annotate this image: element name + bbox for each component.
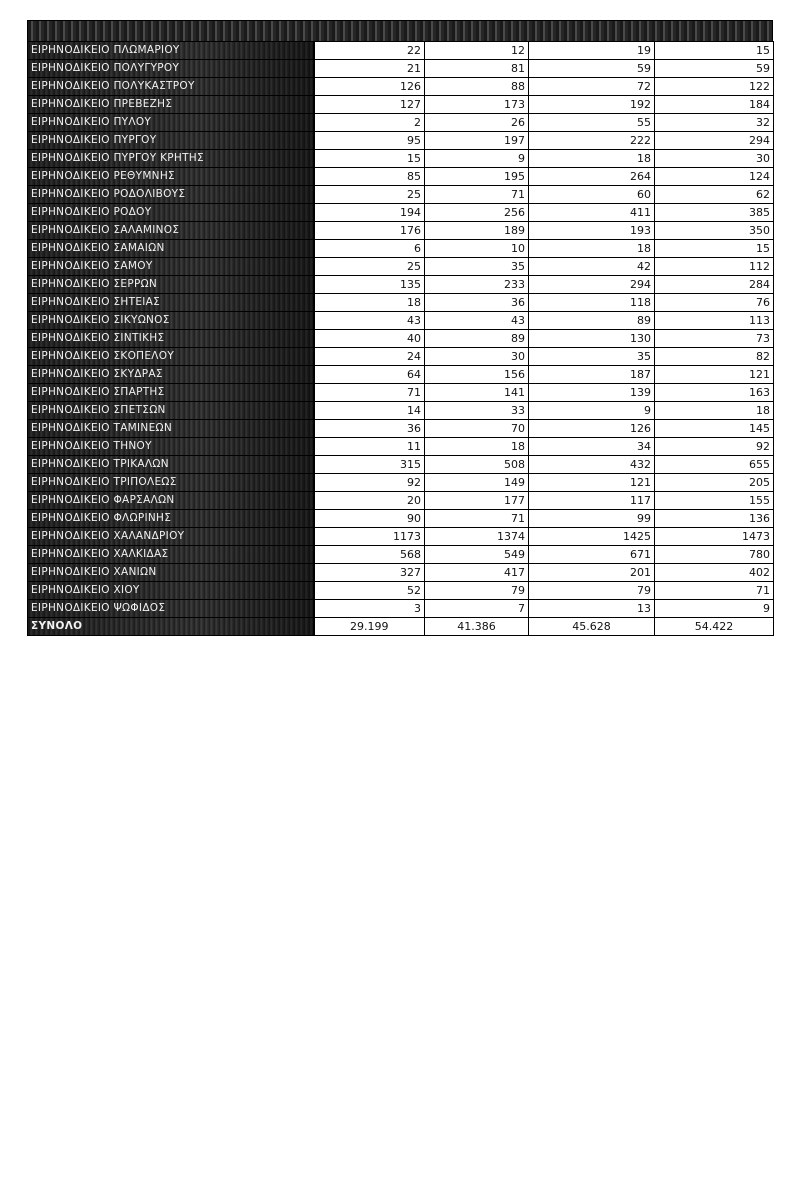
value-cell-1: 6	[314, 240, 425, 258]
value-cell-1: 21	[314, 60, 425, 78]
value-cell-1: 25	[314, 258, 425, 276]
table-row	[28, 564, 774, 582]
value-cell-1: 90	[314, 510, 425, 528]
value-cell-2: 549	[425, 546, 529, 564]
value-cell-2: 197	[425, 132, 529, 150]
value-cell-2: 9	[425, 150, 529, 168]
value-cell-2: 7	[425, 600, 529, 618]
table-row	[28, 78, 774, 96]
table-row	[28, 474, 774, 492]
value-cell-2: 508	[425, 456, 529, 474]
value-cell-4: 113	[655, 312, 774, 330]
court-name-cell: ΕΙΡΗΝΟΔΙΚΕΙΟ ΡΟΔΟΛΙΒΟΥΣ	[28, 186, 314, 204]
court-name-cell: ΕΙΡΗΝΟΔΙΚΕΙΟ ΣΑΛΑΜΙΝΟΣ	[28, 222, 314, 240]
value-cell-4: 122	[655, 78, 774, 96]
court-name-cell: ΕΙΡΗΝΟΔΙΚΕΙΟ ΣΠΕΤΣΩΝ	[28, 402, 314, 420]
value-cell-1: 43	[314, 312, 425, 330]
total-value-3: 45.628	[529, 618, 655, 636]
value-cell-1: 24	[314, 348, 425, 366]
table-row	[28, 132, 774, 150]
court-name-cell: ΕΙΡΗΝΟΔΙΚΕΙΟ ΦΛΩΡΙΝΗΣ	[28, 510, 314, 528]
table-row	[28, 276, 774, 294]
total-value-1: 29.199	[314, 618, 425, 636]
court-name-cell: ΕΙΡΗΝΟΔΙΚΕΙΟ ΤΡΙΠΟΛΕΩΣ	[28, 474, 314, 492]
value-cell-4: 350	[655, 222, 774, 240]
value-cell-2: 71	[425, 510, 529, 528]
value-cell-3: 72	[529, 78, 655, 96]
value-cell-3: 411	[529, 204, 655, 222]
value-cell-3: 264	[529, 168, 655, 186]
value-cell-4: 71	[655, 582, 774, 600]
value-cell-2: 195	[425, 168, 529, 186]
value-cell-1: 126	[314, 78, 425, 96]
value-cell-3: 139	[529, 384, 655, 402]
value-cell-2: 141	[425, 384, 529, 402]
value-cell-2: 88	[425, 78, 529, 96]
table-row	[28, 402, 774, 420]
value-cell-2: 10	[425, 240, 529, 258]
value-cell-4: 184	[655, 96, 774, 114]
court-name-cell: ΕΙΡΗΝΟΔΙΚΕΙΟ ΠΥΛΟΥ	[28, 114, 314, 132]
value-cell-2: 89	[425, 330, 529, 348]
value-cell-3: 34	[529, 438, 655, 456]
value-cell-1: 127	[314, 96, 425, 114]
value-cell-4: 124	[655, 168, 774, 186]
value-cell-2: 256	[425, 204, 529, 222]
court-name-cell: ΕΙΡΗΝΟΔΙΚΕΙΟ ΠΥΡΓΟΥ	[28, 132, 314, 150]
value-cell-4: 73	[655, 330, 774, 348]
value-cell-2: 30	[425, 348, 529, 366]
value-cell-4: 92	[655, 438, 774, 456]
table-row	[28, 42, 774, 60]
value-cell-3: 1425	[529, 528, 655, 546]
court-name-cell: ΕΙΡΗΝΟΔΙΚΕΙΟ ΧΑΛΑΝΔΡΙΟΥ	[28, 528, 314, 546]
value-cell-3: 193	[529, 222, 655, 240]
value-cell-3: 89	[529, 312, 655, 330]
value-cell-3: 130	[529, 330, 655, 348]
value-cell-3: 55	[529, 114, 655, 132]
value-cell-4: 112	[655, 258, 774, 276]
value-cell-1: 315	[314, 456, 425, 474]
value-cell-2: 173	[425, 96, 529, 114]
value-cell-4: 121	[655, 366, 774, 384]
value-cell-1: 40	[314, 330, 425, 348]
value-cell-1: 36	[314, 420, 425, 438]
value-cell-3: 99	[529, 510, 655, 528]
value-cell-2: 12	[425, 42, 529, 60]
value-cell-2: 189	[425, 222, 529, 240]
value-cell-4: 82	[655, 348, 774, 366]
court-name-cell: ΕΙΡΗΝΟΔΙΚΕΙΟ ΣΙΚΥΩΝΟΣ	[28, 312, 314, 330]
value-cell-1: 22	[314, 42, 425, 60]
table-row	[28, 294, 774, 312]
value-cell-1: 194	[314, 204, 425, 222]
value-cell-3: 60	[529, 186, 655, 204]
value-cell-3: 9	[529, 402, 655, 420]
court-name-cell: ΕΙΡΗΝΟΔΙΚΕΙΟ ΧΑΝΙΩΝ	[28, 564, 314, 582]
value-cell-4: 136	[655, 510, 774, 528]
value-cell-3: 432	[529, 456, 655, 474]
value-cell-2: 177	[425, 492, 529, 510]
value-cell-4: 655	[655, 456, 774, 474]
court-name-cell: ΕΙΡΗΝΟΔΙΚΕΙΟ ΣΑΜΑΙΩΝ	[28, 240, 314, 258]
total-row	[28, 618, 774, 636]
value-cell-3: 192	[529, 96, 655, 114]
value-cell-3: 187	[529, 366, 655, 384]
value-cell-4: 32	[655, 114, 774, 132]
value-cell-4: 30	[655, 150, 774, 168]
table-row	[28, 582, 774, 600]
value-cell-4: 145	[655, 420, 774, 438]
table-row	[28, 546, 774, 564]
value-cell-3: 671	[529, 546, 655, 564]
value-cell-4: 76	[655, 294, 774, 312]
court-name-cell: ΕΙΡΗΝΟΔΙΚΕΙΟ ΨΩΦΙΔΟΣ	[28, 600, 314, 618]
value-cell-2: 33	[425, 402, 529, 420]
scanned-table-sheet	[27, 20, 773, 636]
value-cell-1: 14	[314, 402, 425, 420]
value-cell-1: 176	[314, 222, 425, 240]
table-row	[28, 240, 774, 258]
value-cell-2: 417	[425, 564, 529, 582]
total-label-cell: ΣΥΝΟΛΟ	[28, 618, 314, 636]
value-cell-3: 222	[529, 132, 655, 150]
table-row	[28, 60, 774, 78]
value-cell-2: 149	[425, 474, 529, 492]
table-row	[28, 492, 774, 510]
value-cell-4: 284	[655, 276, 774, 294]
court-name-cell: ΕΙΡΗΝΟΔΙΚΕΙΟ ΡΟΔΟΥ	[28, 204, 314, 222]
table-row	[28, 456, 774, 474]
court-name-cell: ΕΙΡΗΝΟΔΙΚΕΙΟ ΠΡΕΒΕΖΗΣ	[28, 96, 314, 114]
value-cell-1: 64	[314, 366, 425, 384]
value-cell-1: 135	[314, 276, 425, 294]
value-cell-2: 71	[425, 186, 529, 204]
value-cell-3: 201	[529, 564, 655, 582]
table-row	[28, 438, 774, 456]
value-cell-1: 95	[314, 132, 425, 150]
value-cell-1: 25	[314, 186, 425, 204]
value-cell-3: 59	[529, 60, 655, 78]
value-cell-1: 3	[314, 600, 425, 618]
court-name-cell: ΕΙΡΗΝΟΔΙΚΕΙΟ ΣΕΡΡΩΝ	[28, 276, 314, 294]
court-name-cell: ΕΙΡΗΝΟΔΙΚΕΙΟ ΠΛΩΜΑΡΙΟΥ	[28, 42, 314, 60]
court-name-cell: ΕΙΡΗΝΟΔΙΚΕΙΟ ΣΠΑΡΤΗΣ	[28, 384, 314, 402]
table-row	[28, 510, 774, 528]
value-cell-3: 126	[529, 420, 655, 438]
value-cell-1: 15	[314, 150, 425, 168]
court-cases-table	[27, 41, 774, 636]
table-row	[28, 222, 774, 240]
table-row	[28, 420, 774, 438]
value-cell-2: 70	[425, 420, 529, 438]
value-cell-1: 327	[314, 564, 425, 582]
table-row	[28, 258, 774, 276]
value-cell-1: 92	[314, 474, 425, 492]
table-row	[28, 600, 774, 618]
table-row	[28, 330, 774, 348]
court-name-cell: ΕΙΡΗΝΟΔΙΚΕΙΟ ΣΙΝΤΙΚΗΣ	[28, 330, 314, 348]
value-cell-2: 1374	[425, 528, 529, 546]
court-name-cell: ΕΙΡΗΝΟΔΙΚΕΙΟ ΣΚΥΔΡΑΣ	[28, 366, 314, 384]
value-cell-2: 81	[425, 60, 529, 78]
value-cell-3: 42	[529, 258, 655, 276]
court-name-cell: ΕΙΡΗΝΟΔΙΚΕΙΟ ΦΑΡΣΑΛΩΝ	[28, 492, 314, 510]
value-cell-1: 85	[314, 168, 425, 186]
court-name-cell: ΕΙΡΗΝΟΔΙΚΕΙΟ ΧΑΛΚΙΔΑΣ	[28, 546, 314, 564]
court-name-cell: ΕΙΡΗΝΟΔΙΚΕΙΟ ΤΡΙΚΑΛΩΝ	[28, 456, 314, 474]
value-cell-3: 13	[529, 600, 655, 618]
court-name-cell: ΕΙΡΗΝΟΔΙΚΕΙΟ ΤΑΜΙΝΕΩΝ	[28, 420, 314, 438]
value-cell-4: 59	[655, 60, 774, 78]
table-row	[28, 312, 774, 330]
value-cell-4: 294	[655, 132, 774, 150]
value-cell-3: 19	[529, 42, 655, 60]
value-cell-2: 43	[425, 312, 529, 330]
value-cell-1: 11	[314, 438, 425, 456]
value-cell-2: 26	[425, 114, 529, 132]
court-name-cell: ΕΙΡΗΝΟΔΙΚΕΙΟ ΤΗΝΟΥ	[28, 438, 314, 456]
value-cell-2: 35	[425, 258, 529, 276]
value-cell-3: 18	[529, 240, 655, 258]
value-cell-1: 20	[314, 492, 425, 510]
table-row	[28, 204, 774, 222]
table-row	[28, 114, 774, 132]
value-cell-2: 233	[425, 276, 529, 294]
table-row	[28, 384, 774, 402]
total-value-2: 41.386	[425, 618, 529, 636]
value-cell-4: 385	[655, 204, 774, 222]
value-cell-3: 35	[529, 348, 655, 366]
value-cell-4: 205	[655, 474, 774, 492]
value-cell-3: 79	[529, 582, 655, 600]
value-cell-4: 15	[655, 42, 774, 60]
value-cell-4: 9	[655, 600, 774, 618]
court-name-cell: ΕΙΡΗΝΟΔΙΚΕΙΟ ΠΥΡΓΟΥ ΚΡΗΤΗΣ	[28, 150, 314, 168]
table-row	[28, 96, 774, 114]
value-cell-4: 62	[655, 186, 774, 204]
table-row	[28, 168, 774, 186]
value-cell-4: 402	[655, 564, 774, 582]
value-cell-4: 1473	[655, 528, 774, 546]
header-band	[27, 20, 773, 41]
value-cell-3: 121	[529, 474, 655, 492]
table-row	[28, 528, 774, 546]
value-cell-1: 1173	[314, 528, 425, 546]
value-cell-1: 568	[314, 546, 425, 564]
value-cell-1: 52	[314, 582, 425, 600]
value-cell-4: 15	[655, 240, 774, 258]
table-row	[28, 348, 774, 366]
total-value-4: 54.422	[655, 618, 774, 636]
value-cell-4: 155	[655, 492, 774, 510]
court-name-cell: ΕΙΡΗΝΟΔΙΚΕΙΟ ΧΙΟΥ	[28, 582, 314, 600]
court-name-cell: ΕΙΡΗΝΟΔΙΚΕΙΟ ΠΟΛΥΓΥΡΟΥ	[28, 60, 314, 78]
value-cell-3: 118	[529, 294, 655, 312]
value-cell-3: 18	[529, 150, 655, 168]
value-cell-1: 71	[314, 384, 425, 402]
table-row	[28, 186, 774, 204]
court-name-cell: ΕΙΡΗΝΟΔΙΚΕΙΟ ΣΑΜΟΥ	[28, 258, 314, 276]
table-body	[28, 42, 774, 636]
table-row	[28, 366, 774, 384]
value-cell-1: 18	[314, 294, 425, 312]
value-cell-4: 163	[655, 384, 774, 402]
table-row	[28, 150, 774, 168]
value-cell-2: 156	[425, 366, 529, 384]
value-cell-4: 780	[655, 546, 774, 564]
value-cell-3: 294	[529, 276, 655, 294]
value-cell-2: 36	[425, 294, 529, 312]
value-cell-2: 18	[425, 438, 529, 456]
value-cell-1: 2	[314, 114, 425, 132]
value-cell-3: 117	[529, 492, 655, 510]
court-name-cell: ΕΙΡΗΝΟΔΙΚΕΙΟ ΣΚΟΠΕΛΟΥ	[28, 348, 314, 366]
court-name-cell: ΕΙΡΗΝΟΔΙΚΕΙΟ ΡΕΘΥΜΝΗΣ	[28, 168, 314, 186]
court-name-cell: ΕΙΡΗΝΟΔΙΚΕΙΟ ΣΗΤΕΙΑΣ	[28, 294, 314, 312]
value-cell-2: 79	[425, 582, 529, 600]
court-name-cell: ΕΙΡΗΝΟΔΙΚΕΙΟ ΠΟΛΥΚΑΣΤΡΟΥ	[28, 78, 314, 96]
value-cell-4: 18	[655, 402, 774, 420]
